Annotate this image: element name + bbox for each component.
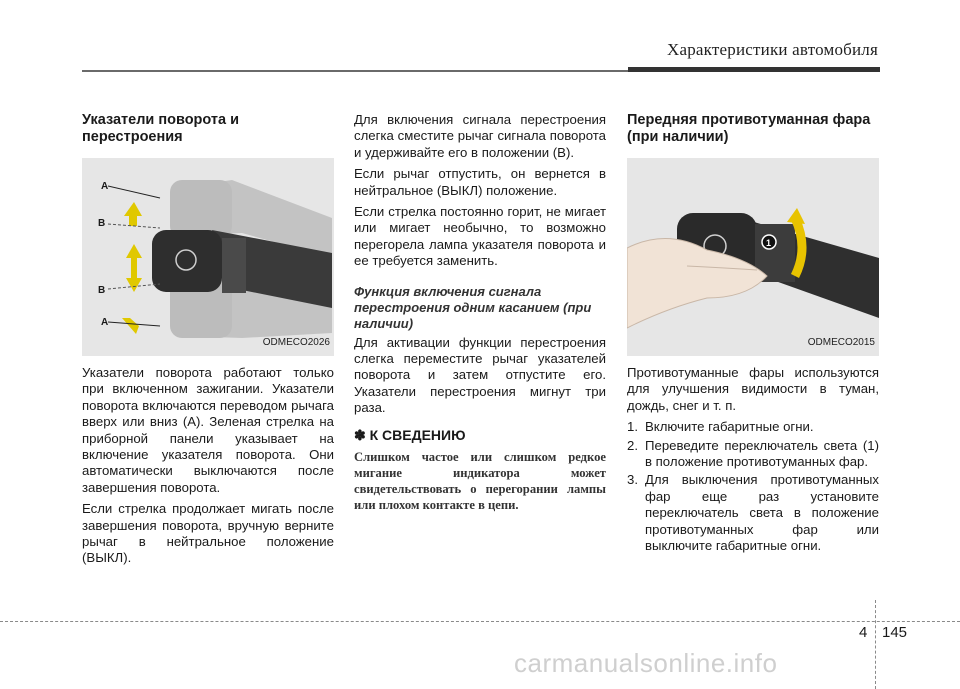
figure-code: ODMECO2015 <box>807 336 875 348</box>
figure-callout-1: 1 <box>766 238 772 248</box>
right-column <box>627 112 879 556</box>
figure-label-b-top: B <box>98 218 106 229</box>
chapter-number: 4 <box>859 624 868 641</box>
header-title: Характеристики автомобиля <box>667 40 878 59</box>
paragraph: Для активации функции перестроения слегка переместите рычаг указателей поворота и затем отпустите его. Указатели перестроения мигнут три раза. <box>354 334 606 416</box>
turn-signal-lever-figure <box>82 158 334 356</box>
paragraph: Если рычаг отпустить, он вернется в нейтральное (ВЫКЛ) положение. <box>354 166 606 198</box>
footer-rule <box>0 621 960 622</box>
paragraph: Для включения сигнала перестроения слегка сместите рычаг сигнала поворота и удерживайте его в положении (B). <box>354 112 606 160</box>
header-rule-accent <box>628 67 880 72</box>
paragraph: Указатели поворота работают только при включенном зажигании. Указатели поворота включаются переводом рычага вверх или вниз (A). Зеленая стрелка на приборной панели указывает на включение указателя поворота. Они автоматически выключаются после завершения поворота. <box>82 365 334 495</box>
section-heading-fog-lamp: Передняя противотуманная фара (при наличии) <box>627 112 871 145</box>
note-heading: ✽ К СВЕДЕНИЮ <box>354 426 466 443</box>
page-number-separator <box>875 600 877 689</box>
note-body: Слишком частое или слишком редкое мигание индикатора может свидетельствовать о перегорании лампы или плохом контакте в цепи. <box>354 450 606 513</box>
paragraph: Если стрелка постоянно горит, не мигает или мигает необычно, то возможно перегорела лампа указателя поворота и ее требуется заменить. <box>354 204 606 269</box>
figure-label-a-top: A <box>101 181 109 192</box>
turn-signal-lever-illustration <box>82 158 334 356</box>
figure-label-b-bottom: B <box>98 285 106 296</box>
subheading-one-touch-lane-change: Функция включения сигнала перестроения одним касанием (при наличии) <box>354 283 592 331</box>
watermark: carmanualsonline.info <box>514 648 778 678</box>
figure-label-a-bottom: A <box>101 317 109 328</box>
list-item: 3. Для выключения противотуманных фар еще раз установите переключатель света в положение противотуманных фар или выключите габаритные огни. <box>627 472 879 554</box>
section-heading-turn-signals: Указатели поворота и перестроения <box>82 112 240 145</box>
fog-lamp-switch-figure <box>627 158 879 356</box>
left-column <box>82 112 334 572</box>
list-item: 2. Переведите переключатель света (1) в положение противотуманных фар. <box>627 437 879 470</box>
list-item: 1. Включите габаритные огни. <box>627 419 814 435</box>
paragraph: Противотуманные фары используются для улучшения видимости в туман, дождь, снег и т. п. <box>627 365 879 413</box>
page-number: 145 <box>882 624 908 641</box>
fog-lamp-switch-illustration <box>627 158 879 356</box>
middle-column <box>354 112 606 513</box>
steps-list <box>627 419 879 554</box>
paragraph: Если стрелка продолжает мигать после завершения поворота, вручную верните рычаг в нейтральное положение (ВЫКЛ). <box>82 501 334 566</box>
figure-code: ODMECO2026 <box>262 336 330 348</box>
